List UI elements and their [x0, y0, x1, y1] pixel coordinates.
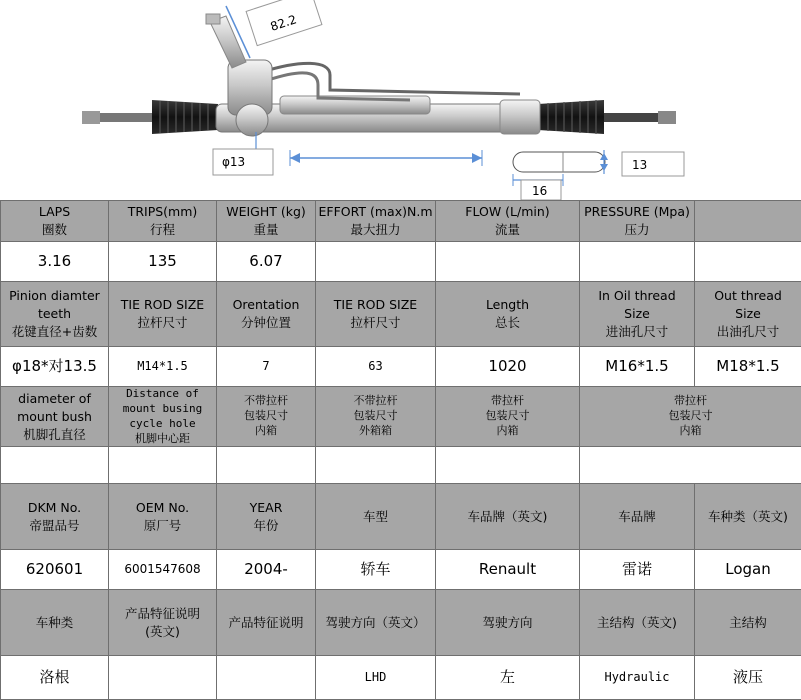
cell-text: 雷诺	[582, 559, 692, 581]
header-cell	[109, 201, 217, 242]
value-cell	[436, 242, 580, 282]
header-cell	[580, 201, 695, 242]
cell-text: 带拉杆	[582, 394, 799, 409]
value-cell	[695, 550, 801, 590]
value-cell	[109, 447, 217, 484]
hole-width-label: 16	[532, 184, 547, 198]
cell-text: 拉杆尺寸	[318, 314, 433, 332]
cell-text: 135	[111, 251, 214, 273]
value-row	[1, 242, 801, 282]
cell-text: Size	[582, 305, 692, 323]
cell-text: In Oil thread	[582, 287, 692, 305]
header-cell	[1, 484, 109, 550]
value-row	[1, 347, 801, 387]
cell-text: Hydraulic	[582, 669, 692, 686]
value-cell	[580, 447, 801, 484]
value-row	[1, 447, 801, 484]
cell-text: LAPS	[3, 203, 106, 221]
cell-text: 包装尺寸	[219, 409, 313, 424]
header-cell	[109, 282, 217, 347]
header-cell	[217, 282, 316, 347]
cell-text: 原厂号	[111, 517, 214, 535]
left-boot	[152, 100, 218, 134]
header-cell	[695, 282, 801, 347]
cell-text: 内箱	[219, 424, 313, 439]
cell-text: 带拉杆	[438, 394, 577, 409]
pinion-diameter-label: φ13	[222, 155, 245, 169]
header-row	[1, 387, 801, 447]
steering-rack-diagram	[0, 0, 801, 200]
cell-text: WEIGHT (kg)	[219, 203, 313, 221]
value-cell	[316, 550, 436, 590]
cell-text: Length	[438, 296, 577, 314]
header-cell	[436, 590, 580, 656]
cell-text: Distance of	[111, 387, 214, 402]
header-row	[1, 484, 801, 550]
cell-text: PRESSURE (Mpa)	[582, 203, 692, 221]
cell-text: 包装尺寸	[582, 409, 799, 424]
cell-text: M18*1.5	[697, 356, 799, 378]
header-cell	[436, 387, 580, 447]
cell-text: cycle hole	[111, 417, 214, 432]
cell-text: 出油孔尺寸	[697, 323, 799, 341]
cell-text: (英文)	[111, 623, 214, 641]
value-cell	[1, 347, 109, 387]
header-cell	[695, 201, 801, 242]
value-cell	[695, 242, 801, 282]
cell-text: 主结构	[697, 614, 799, 632]
cell-text: YEAR	[219, 499, 313, 517]
cell-text: mount busing	[111, 402, 214, 417]
value-cell	[316, 347, 436, 387]
cell-text: 分钟位置	[219, 314, 313, 332]
cell-text: Renault	[438, 559, 577, 581]
value-cell	[580, 242, 695, 282]
cell-text: 年份	[219, 517, 313, 535]
cell-text: 产品特征说明	[219, 614, 313, 632]
cell-text: 车种类	[3, 614, 106, 632]
cell-text: 车型	[318, 508, 433, 526]
value-cell	[217, 656, 316, 700]
value-cell	[316, 242, 436, 282]
cell-text: Pinion diamter	[3, 287, 106, 305]
value-cell	[580, 550, 695, 590]
header-cell	[1, 282, 109, 347]
value-cell	[1, 550, 109, 590]
value-cell	[580, 347, 695, 387]
cell-text: 不带拉杆	[318, 394, 433, 409]
cell-text: 行程	[111, 221, 214, 239]
value-cell	[316, 656, 436, 700]
value-cell	[436, 347, 580, 387]
cell-text: 车品牌（英文)	[438, 508, 577, 526]
value-cell	[580, 656, 695, 700]
value-row	[1, 656, 801, 700]
cell-text: 轿车	[318, 559, 433, 581]
right-boot	[538, 100, 604, 134]
value-cell	[217, 550, 316, 590]
cell-text: LHD	[318, 669, 433, 686]
mount-hole	[513, 152, 605, 172]
header-cell	[316, 590, 436, 656]
header-cell	[316, 201, 436, 242]
cell-text: 6001547608	[111, 561, 214, 578]
cell-text: 驾驶方向	[438, 614, 577, 632]
cell-text: EFFORT (max)N.m	[318, 203, 433, 221]
header-cell	[1, 387, 109, 447]
spec-table	[0, 200, 801, 700]
cell-text: 车品牌	[582, 508, 692, 526]
cell-text: 洛根	[3, 667, 106, 689]
cell-text: 外箱箱	[318, 424, 433, 439]
value-cell	[695, 347, 801, 387]
header-cell	[436, 484, 580, 550]
value-cell	[217, 347, 316, 387]
cell-text: 620601	[3, 559, 106, 581]
header-cell	[217, 590, 316, 656]
cell-text: 2004-	[219, 559, 313, 581]
header-cell	[436, 282, 580, 347]
cell-text: 最大扭力	[318, 221, 433, 239]
cell-text: mount bush	[3, 408, 106, 426]
value-cell	[436, 550, 580, 590]
cell-text: TRIPS(mm)	[111, 203, 214, 221]
cell-text: 拉杆尺寸	[111, 314, 214, 332]
header-cell	[580, 590, 695, 656]
header-cell	[109, 484, 217, 550]
header-cell	[217, 387, 316, 447]
header-cell	[695, 590, 801, 656]
cell-text: M16*1.5	[582, 356, 692, 378]
height-dimension-label: 82.2	[269, 12, 299, 34]
cell-text: 机脚孔直径	[3, 426, 106, 444]
value-cell	[109, 656, 217, 700]
value-cell	[217, 447, 316, 484]
cell-text: 机脚中心距	[111, 432, 214, 447]
header-cell	[316, 282, 436, 347]
cell-text: 6.07	[219, 251, 313, 273]
header-cell	[217, 484, 316, 550]
header-cell	[695, 484, 801, 550]
header-cell	[316, 387, 436, 447]
cell-text: Size	[697, 305, 799, 323]
cell-text: 帝盟品号	[3, 517, 106, 535]
cell-text: 1020	[438, 356, 577, 378]
cell-text: 压力	[582, 221, 692, 239]
cell-text: 进油孔尺寸	[582, 323, 692, 341]
cell-text: 圈数	[3, 221, 106, 239]
cell-text: 内箱	[438, 424, 577, 439]
cell-text: 产品特征说明	[111, 605, 214, 623]
cell-text: 3.16	[3, 251, 106, 273]
header-cell	[1, 201, 109, 242]
cell-text: Logan	[697, 559, 799, 581]
header-cell	[316, 484, 436, 550]
header-row	[1, 282, 801, 347]
cell-text: 重量	[219, 221, 313, 239]
header-cell	[109, 590, 217, 656]
value-row	[1, 550, 801, 590]
cell-text: Out thread	[697, 287, 799, 305]
header-cell	[580, 387, 801, 447]
header-cell	[1, 590, 109, 656]
cell-text: 63	[318, 358, 433, 375]
cell-text: DKM No.	[3, 499, 106, 517]
value-cell	[1, 656, 109, 700]
header-cell	[580, 484, 695, 550]
cell-text: 内箱	[582, 424, 799, 439]
value-cell	[436, 447, 580, 484]
header-cell	[436, 201, 580, 242]
cell-text: 左	[438, 667, 577, 689]
cell-text: TIE ROD SIZE	[318, 296, 433, 314]
cell-text: 驾驶方向（英文）	[318, 614, 433, 632]
value-cell	[109, 550, 217, 590]
cell-text: 包装尺寸	[318, 409, 433, 424]
cell-text: diameter of	[3, 390, 106, 408]
value-cell	[109, 347, 217, 387]
header-cell	[580, 282, 695, 347]
header-row	[1, 201, 801, 242]
cell-text: FLOW (L/min)	[438, 203, 577, 221]
cell-text: 主结构（英文)	[582, 614, 692, 632]
header-cell	[109, 387, 217, 447]
cell-text: 包装尺寸	[438, 409, 577, 424]
cell-text: φ18*对13.5	[3, 356, 106, 378]
cell-text: TIE ROD SIZE	[111, 296, 214, 314]
value-cell	[109, 242, 217, 282]
value-cell	[695, 656, 801, 700]
hole-height-label: 13	[632, 158, 647, 172]
cell-text: Orentation	[219, 296, 313, 314]
cell-text: 不带拉杆	[219, 394, 313, 409]
cell-text: 花键直径+齿数	[3, 323, 106, 341]
value-cell	[1, 242, 109, 282]
cell-text: teeth	[3, 305, 106, 323]
value-cell	[316, 447, 436, 484]
cell-text: 7	[219, 358, 313, 375]
header-cell	[217, 201, 316, 242]
cell-text: 车种类（英文)	[697, 508, 799, 526]
value-cell	[1, 447, 109, 484]
cell-text: M14*1.5	[111, 358, 214, 375]
cell-text: OEM No.	[111, 499, 214, 517]
cell-text: 流量	[438, 221, 577, 239]
cell-text: 液压	[697, 667, 799, 689]
header-row	[1, 590, 801, 656]
value-cell	[217, 242, 316, 282]
cell-text: 总长	[438, 314, 577, 332]
value-cell	[436, 656, 580, 700]
